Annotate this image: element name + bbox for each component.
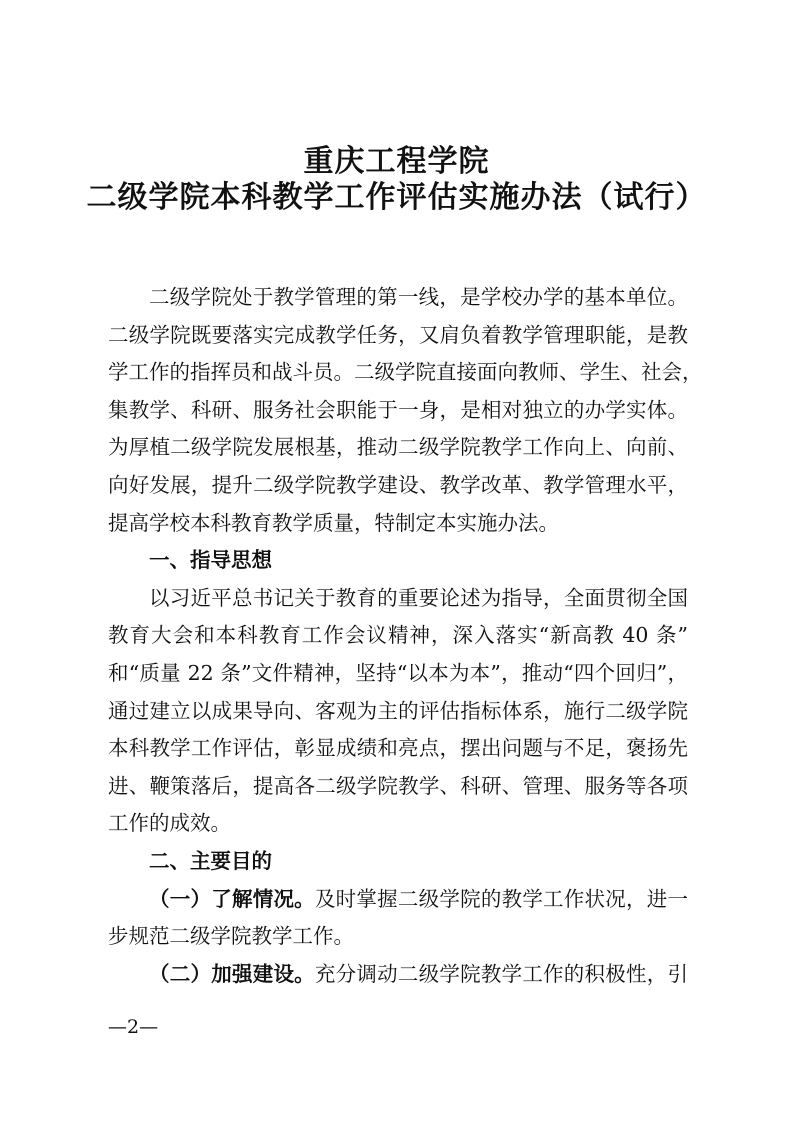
section2-item2-line1 [108, 956, 688, 994]
section1-heading: 一、指导思想 [149, 548, 272, 573]
item1-text: 及时掌握二级学院的教学工作状况，进一 [314, 886, 689, 911]
intro-line: 二级学院处于教学管理的第一线，是学校办学的基本单位。 [149, 285, 688, 309]
item2-text: 充分调动二级学院教学工作的积极性，引 [314, 961, 689, 986]
intro-line: 向好发展，提升二级学院教学建设、教学改革、教学管理水平， [108, 472, 688, 497]
document-title-line1: 重庆工程学院 [303, 144, 490, 179]
section1-line: 教育大会和本科教育工作会议精神，深入落实“新高教 40 条” [108, 623, 688, 648]
section1-line: 以习近平总书记关于教育的重要论述为指导，全面贯彻全国 [149, 585, 688, 610]
section1-line: 本科教学工作评估，彰显成绩和亮点，摆出问题与不足，褒扬先 [108, 736, 688, 761]
item2-label: （二）加强建设。 [149, 961, 315, 986]
section1-line: 通过建立以成果导向、客观为主的评估指标体系，施行二级学院 [108, 698, 688, 723]
intro-line: 二级学院既要落实完成教学任务，又肩负着教学管理职能，是教 [108, 322, 688, 347]
section2-item1-line2: 步规范二级学院教学工作。 [108, 924, 354, 949]
section1-line: 和“质量 22 条”文件精神，坚持“以本为本”，推动“四个回归”， [108, 660, 688, 685]
document-body [108, 279, 703, 993]
page-number: —2— [108, 1016, 159, 1038]
section1-line: 工作的成效。 [108, 811, 231, 836]
document-title-line2: 二级学院本科教学工作评估实施办法（试行） [86, 180, 707, 215]
intro-line: 为厚植二级学院发展根基，推动二级学院教学工作向上、向前、 [108, 435, 688, 460]
section1-line: 进、鞭策落后，提高各二级学院教学、科研、管理、服务等各项 [108, 773, 688, 798]
section2-heading: 二、主要目的 [149, 848, 272, 873]
intro-line: 提高学校本科教育教学质量，特制定本实施办法。 [108, 510, 559, 535]
item1-label: （一）了解情况。 [149, 886, 315, 911]
intro-line: 集教学、科研、服务社会职能于一身，是相对独立的办学实体。 [108, 397, 688, 422]
intro-line: 学工作的指挥员和战斗员。二级学院直接面向教师、学生、社会， [108, 360, 703, 385]
section2-item1-line1 [108, 881, 688, 919]
